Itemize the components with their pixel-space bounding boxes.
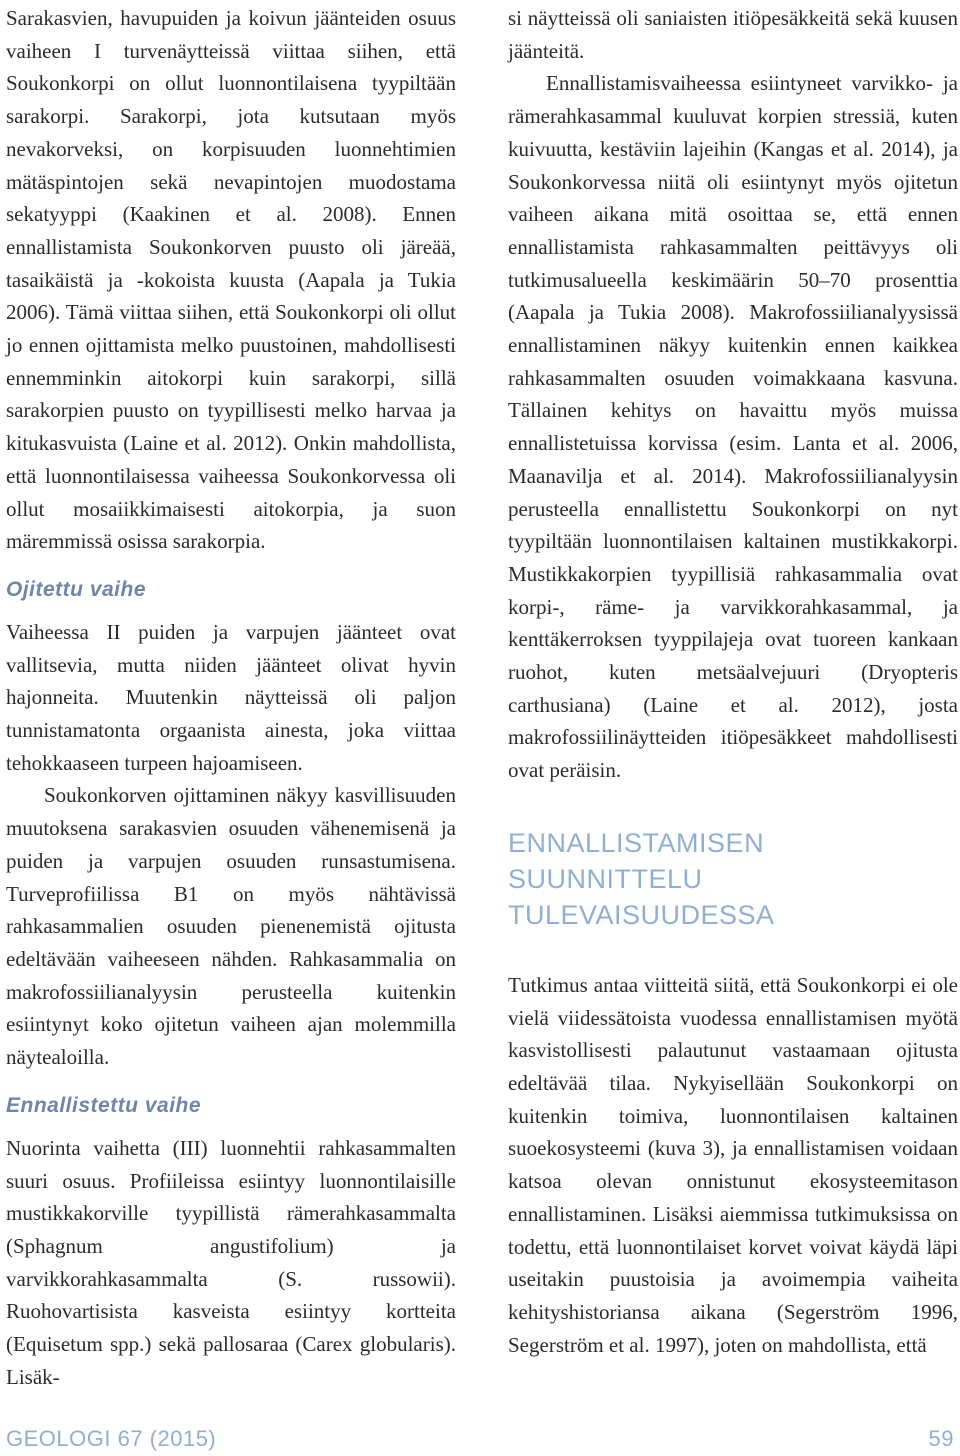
left-column: [6, 0, 456, 1393]
paragraph: Soukonkorven ojittaminen näkyy kasvillisuuden muutoksena sarakasvien osuuden vähenemisenä ja puiden ja varpujen osuuden runsastumisena. Turveprofiilissa B1 on myös nähtävissä rahkasammalien osuuden pienenemistä ojitusta edeltävään vaiheeseen nähden. Rahkasammalia on makrofossiilianalyysin perusteella kuitenkin esiintynyt koko ojitetun vaiheen ajan molemmilla näytealoilla.: [6, 783, 456, 1070]
right-column: [508, 0, 958, 1361]
subheading-ennallistettu-vaihe: Ennallistettu vaihe: [6, 1093, 202, 1117]
paragraph: si näytteissä oli saniaisten itiöpesäkkeitä sekä kuusen jäänteitä.: [508, 6, 958, 63]
subheading-ojitettu-vaihe: Ojitettu vaihe: [6, 577, 147, 601]
page-number: 59: [928, 1426, 954, 1451]
paragraph: Nuorinta vaihetta (III) luonnehtii rahkasammalten suuri osuus. Profiileissa esiintyy luonnontilaisille mustikkakorville tyypillistä rämerahkasammalta (Sphagnum angustifolium) ja varvikkorahkasammalta (S. russowii). Ruohovartisista kasveista esiintyy kortteita (Equisetum spp.) sekä pallosaraa (Carex globularis). Lisäk-: [6, 1135, 456, 1389]
paragraph: Ennallistamisvaiheessa esiintyneet varvikko- ja rämerahkasammal kuuluvat korpien stressiä, kuten kuivuutta, kestäviin lajeihin (Kangas et al. 2014), ja Soukonkorvessa niitä oli esiintynyt myös ojitetun vaiheen aikana mitä osoittaa se, että ennen ennallistamista rahkasammalten peittävyys oli tutkimusalueella keskimäärin 50–70 prosenttia (Aapala ja Tukia 2008). Makrofossiilianalyysissä ennallistaminen näkyy kuitenkin ennen kaikkea rahkasammalten osuuden voimakkaana kasvuna. Tällainen kehitys on havaittu myös muissa ennallistetuissa korvissa (esim. Lanta et al. 2006, Maanavilja et al. 2014). Makrofossiilianalyysin perusteella ennallistettu Soukonkorpi on nyt tyypiltään luonnontilaisen kaltainen mustikkakorpi. Mustikkakorpien tyypillisiä rahkasammalia ovat korpi-, räme- ja varvikkorahkasammal, ja kenttäkerroksen tyyppilajeja ovat tuoreen kankaan ruohot, kuten metsäalvejuuri (Dryopteris carthusiana) (Laine et al. 2012), josta makrofossiilinäytteiden itiöpesäkkeet mahdollisesti ovat peräisin.: [508, 71, 958, 783]
paragraph: Tutkimus antaa viitteitä siitä, että Soukonkorpi ei ole vielä viidessätoista vuodessa ennallistamisen myötä kasvistollisesti palautunut vastaamaan ojitusta edeltävää tilaa. Nykyisellään Soukonkorpi on kuitenkin toimiva, luonnontilaisen kaltainen suoekosysteemi (kuva 3), ja ennallistamisen voidaan katsoa olevan onnistunut ekosysteemitason ennallistaminen. Lisäksi aiemmissa tutkimuksissa on todettu, että luonnontilaiset korvet voivat käydä läpi useitakin puustoisia ja avoimempia vaiheita kehityshistoriansa aikana (Segerström 1996, Segerström et al. 1997), joten on mahdollista, että: [508, 972, 958, 1357]
paragraph: Sarakasvien, havupuiden ja koivun jäänteiden osuus vaiheen I turvenäytteissä viittaa siihen, että Soukonkorpi on ollut luonnontilaisena tyypiltään sarakorpi. Sarakorpi, jota kutsutaan myös nevakorveksi, on korpisuuden luonnehtimien mätäspintojen sekä nevapintojen muodostama sekatyyppi (Kaakinen et al. 2008). Ennen ennallistamista Soukonkorven puusto oli järeää, tasaikäistä ja -kokoista kuusta (Aapala ja Tukia 2006). Tämä viittaa siihen, että Soukonkorpi oli ollut jo ennen ojittamista melko puustoinen, mahdollisesti ennemminkin aitokorpi kuin sarakorpi, sillä sarakorpien puusto on tyypillisesti melko harvaa ja kitukasvuista (Laine et al. 2012). Onkin mahdollista, että luonnontilaisessa vaiheessa Soukonkorvessa oli ollut mosaiikkimaisesti aitokorpia, ja suon märemmissä osissa sarakorpia.: [6, 6, 456, 554]
journal-footer: GEOLOGI 67 (2015): [6, 1426, 217, 1451]
section-title: ENNALLISTAMISEN SUUNNITTELU TULEVAISUUDESSA: [508, 827, 775, 930]
paragraph: Vaiheessa II puiden ja varpujen jäänteet ovat vallitsevia, mutta niiden jäänteet olivat hyvin hajonneita. Muutenkin näytteissä oli paljon tunnistamatonta orgaanista ainesta, joka viittaa tehokkaaseen turpeen hajoamiseen.: [6, 619, 456, 775]
